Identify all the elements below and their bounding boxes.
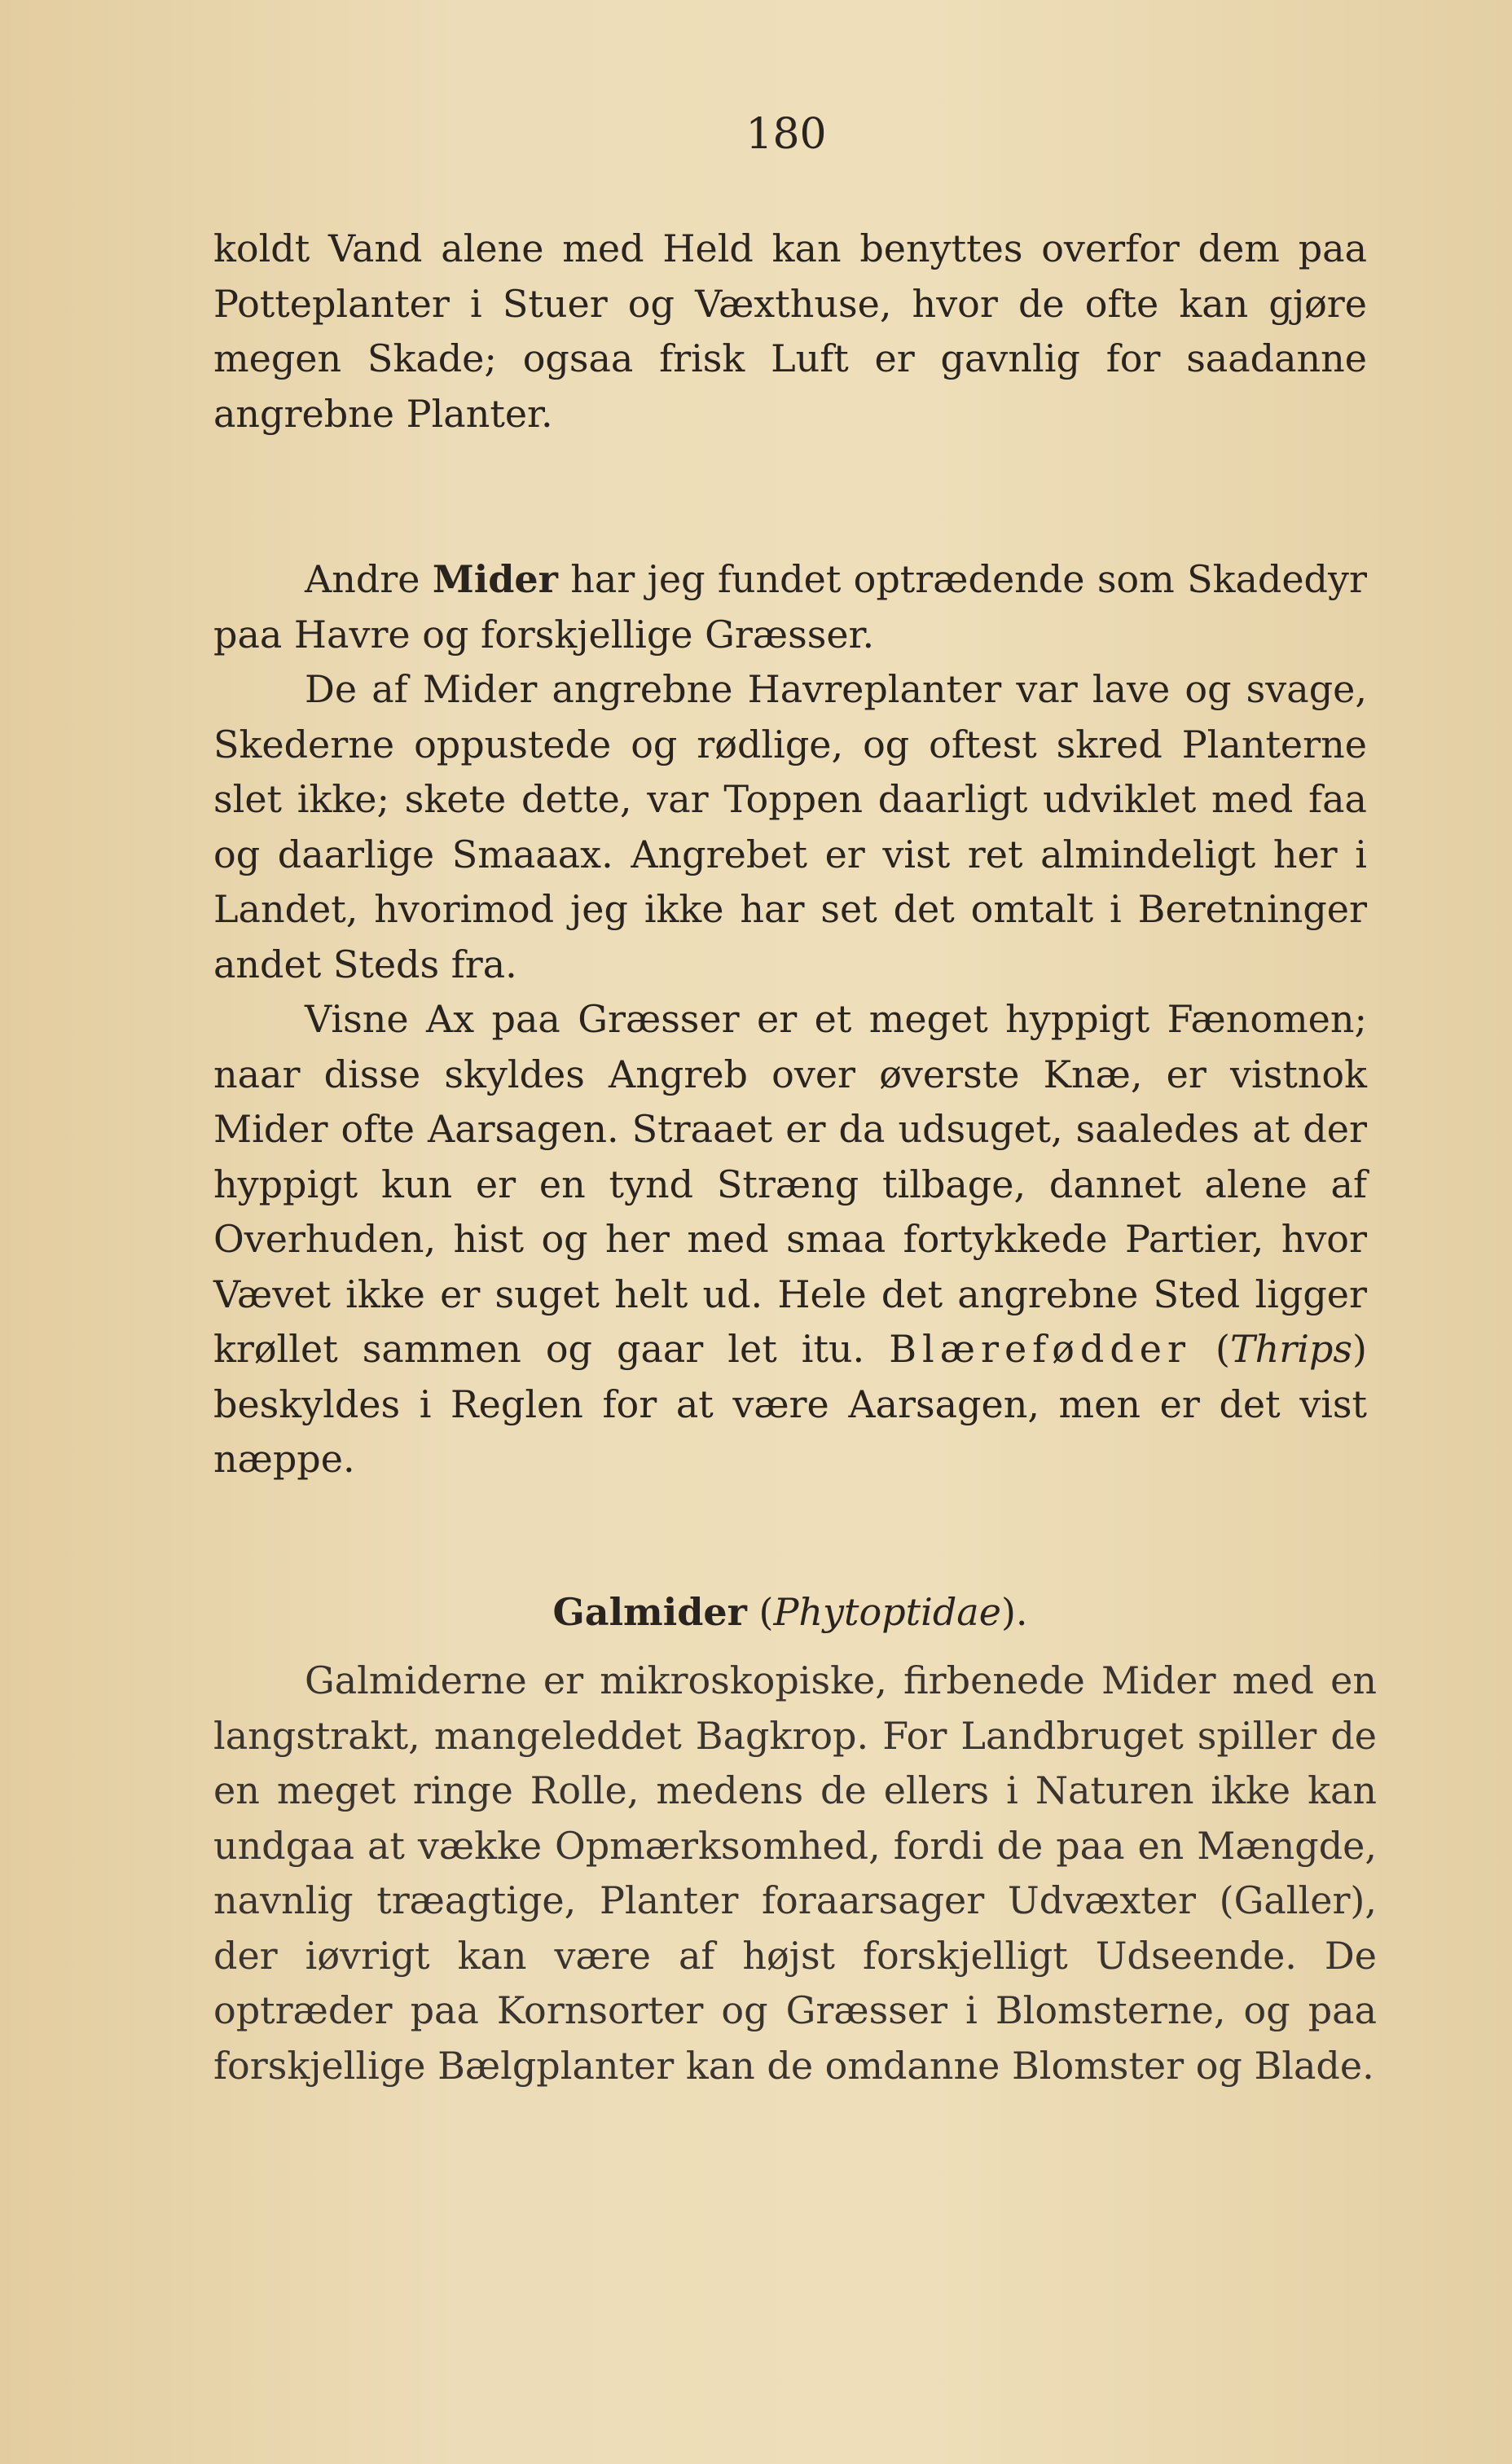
paragraph-text: beskyldes i Reglen for at være Aarsagen, men er det vist næppe. xyxy=(213,1381,1367,1481)
paragraph-galmiderne: Galmiderne er mikroskopiske, firbenede Mider med en langstrakt, mangeleddet Bagkrop. For Landbruget spiller de en meget ringe Rolle, medens de ellers i Naturen ikke kan undgaa at vække Opmærksomhed, fordi de paa en Mængde, navnlig træagtige, Planter foraarsager Udvæxter (Galler), der iøvrigt kan være af højst forskjelligt Udseende. De optræder paa Kornsorter og Græsser i Blomsterne, og paa forskjellige Bælgplanter kan de omdanne Blomster og Blade. xyxy=(213,1658,1377,2088)
text-block-top xyxy=(213,222,1367,441)
italic-term: Thrips xyxy=(1229,1327,1353,1371)
text-block-mider xyxy=(213,552,1367,1487)
text-block-galmider xyxy=(213,1654,1377,2093)
paren-close: ). xyxy=(1000,1590,1028,1634)
bold-term: Mider xyxy=(432,557,558,601)
spaced-term: Blærefødder xyxy=(889,1327,1191,1371)
paragraph-continuation: koldt Vand alene med Held kan benyttes overfor dem paa Potteplanter i Stuer og Væxthuse, hvor de ofte kan gjøre megen Skade; ogsaa frisk Luft er gavnlig for saadanne angrebne Planter. xyxy=(213,226,1367,436)
paren-open: ( xyxy=(1191,1327,1230,1371)
paragraph-text: Andre xyxy=(305,557,433,601)
paragraph-text: Visne Ax paa Græsser er et meget hyppigt Fænomen; naar disse skyldes Angreb over øverste Knæ, er vistnok Mider ofte Aarsagen. Straaet er da udsuget, saaledes at der hyppigt kun er en tynd Stræng tilbage, dannet alene af Overhuden, hist og her med smaa fortykkede Partier, hvor Vævet ikke er suget helt ud. Hele det angrebne Sted ligger krøllet sammen og gaar let itu. xyxy=(213,997,1367,1371)
paren-open: ( xyxy=(746,1590,774,1634)
paren-close: ) xyxy=(1352,1327,1367,1371)
heading-title: Galmider xyxy=(552,1590,747,1634)
heading-italic: Phytoptidae xyxy=(773,1590,1001,1634)
paragraph-text: har jeg fundet optrædende som Skadedyr paa Havre og forskjellige Græsser. xyxy=(213,557,1367,657)
page-number: 180 xyxy=(745,110,827,159)
section-heading xyxy=(213,1585,1367,1640)
paragraph-andre-mider xyxy=(213,552,1367,662)
paragraph-havreplanter: De af Mider angrebne Havreplanter var lave og svage, Skederne oppustede og rødlige, og oftest skred Planterne slet ikke; skete dette, var Toppen daarligt udviklet med faa og daarlige Smaaax. Angrebet er vist ret almindeligt her i Landet, hvorimod jeg ikke har set det omtalt i Beretninger andet Steds fra. xyxy=(213,667,1367,986)
paragraph-visne-ax xyxy=(213,992,1367,1487)
